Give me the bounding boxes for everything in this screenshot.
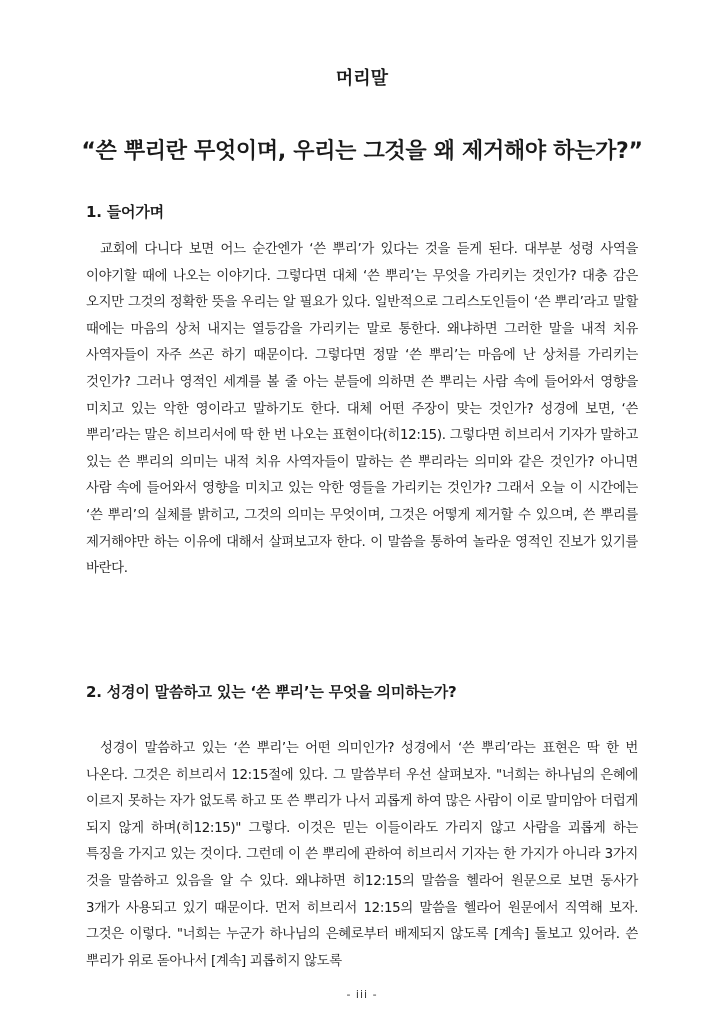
- document-title: 머리말: [335, 68, 389, 89]
- section-body-1: 교회에 다니다 보면 어느 순간엔가 ‘쓴 뿌리’가 있다는 것을 듣게 된다. 대부분 성령 사역을 이야기할 때에 나오는 이야기다. 그렇다면 대체 ‘쓴 뿌리’는 무엇을 가리키는 것인가? 대충 감은 오지만 그것의 정확한 뜻을 우리는 알 필요가 있다. 일반적으로 그리스도인들이 ‘쓴 뿌리’라고 말할 때에는 마음의 상처 내지는 열등감을 가리키는 말로 통한다. 왜냐하면 그러한 말을 내적 치유 사역자들이 자주 쓰곤 하기 때문이다. 그렇다면 정말 ‘쓴 뿌리’는 마음에 난 상처를 가리키는 것인가? 그러나 영적인 세계를 볼 줄 아는 분들에 의하면 쓴 뿌리는 사람 속에 들어와서 영향을 미치고 있는 악한 영이라고 말하기도 한다. 대체 어떤 주장이 맞는 것인가? 성경에 보면, ‘쓴 뿌리’라는 말은 히브리서에 딱 한 번 나오는 표현이다(히12:15). 그렇다면 히브리서 기자가 말하고 있는 쓴 뿌리의 의미는 내적 치유 사역자들이 말하는 쓴 뿌리라는 의미와 같은 것인가? 아니면 사람 속에 들어와서 영향을 미치고 있는 악한 영들을 가리키는 것인가? 그래서 오늘 이 시간에는 ‘쓴 뿌리’의 실체를 밝히고, 그것의 의미는 무엇이며, 그것은 어떻게 제거할 수 있으며, 쓴 뿌리를 제거해야만 하는 이유에 대해서 살펴보고자 한다. 이 말씀을 통하여 놀라운 영적인 진보가 있기를 바란다.: [86, 242, 638, 577]
- page-number: - iii -: [346, 988, 378, 1001]
- section-heading-1: 1. 들어가며: [86, 203, 164, 221]
- section-heading-2: 2. 성경이 말씀하고 있는 ‘쓴 뿌리’는 무엇을 의미하는가?: [86, 683, 457, 701]
- document-subtitle: “쓴 뿌리란 무엇이며, 우리는 그것을 왜 제거해야 하는가?”: [81, 139, 643, 164]
- section-body-2: 성경이 말씀하고 있는 ‘쓴 뿌리’는 어떤 의미인가? 성경에서 ‘쓴 뿌리’라는 표현은 딱 한 번 나온다. 그것은 히브리서 12:15절에 있다. 그 말씀부터 우선 살펴보자. "너희는 하나님의 은혜에 이르지 못하는 자가 없도록 하고 또 쓴 뿌리가 나서 괴롭게 하여 많은 사람이 이로 말미암아 더럽게 되지 않게 하며(히12:15)" 그렇다. 이것은 믿는 이들이라도 가리지 않고 사람을 괴롭게 하는 특징을 가지고 있는 것이다. 그런데 이 쓴 뿌리에 관하여 히브리서 기자는 한 가지가 아니라 3가지 것을 말씀하고 있음을 알 수 있다. 왜냐하면 히12:15의 말씀을 헬라어 원문으로 보면 동사가 3개가 사용되고 있기 때문이다. 먼저 히브리서 12:15의 말씀을 헬라어 원문에서 직역해 보자. 그것은 이렇다. "너희는 누군가 하나님의 은혜로부터 배제되지 않도록 [계속] 돌보고 있어라. 쓴 뿌리가 위로 돋아나서 [계속] 괴롭히지 않도록: [86, 741, 638, 969]
